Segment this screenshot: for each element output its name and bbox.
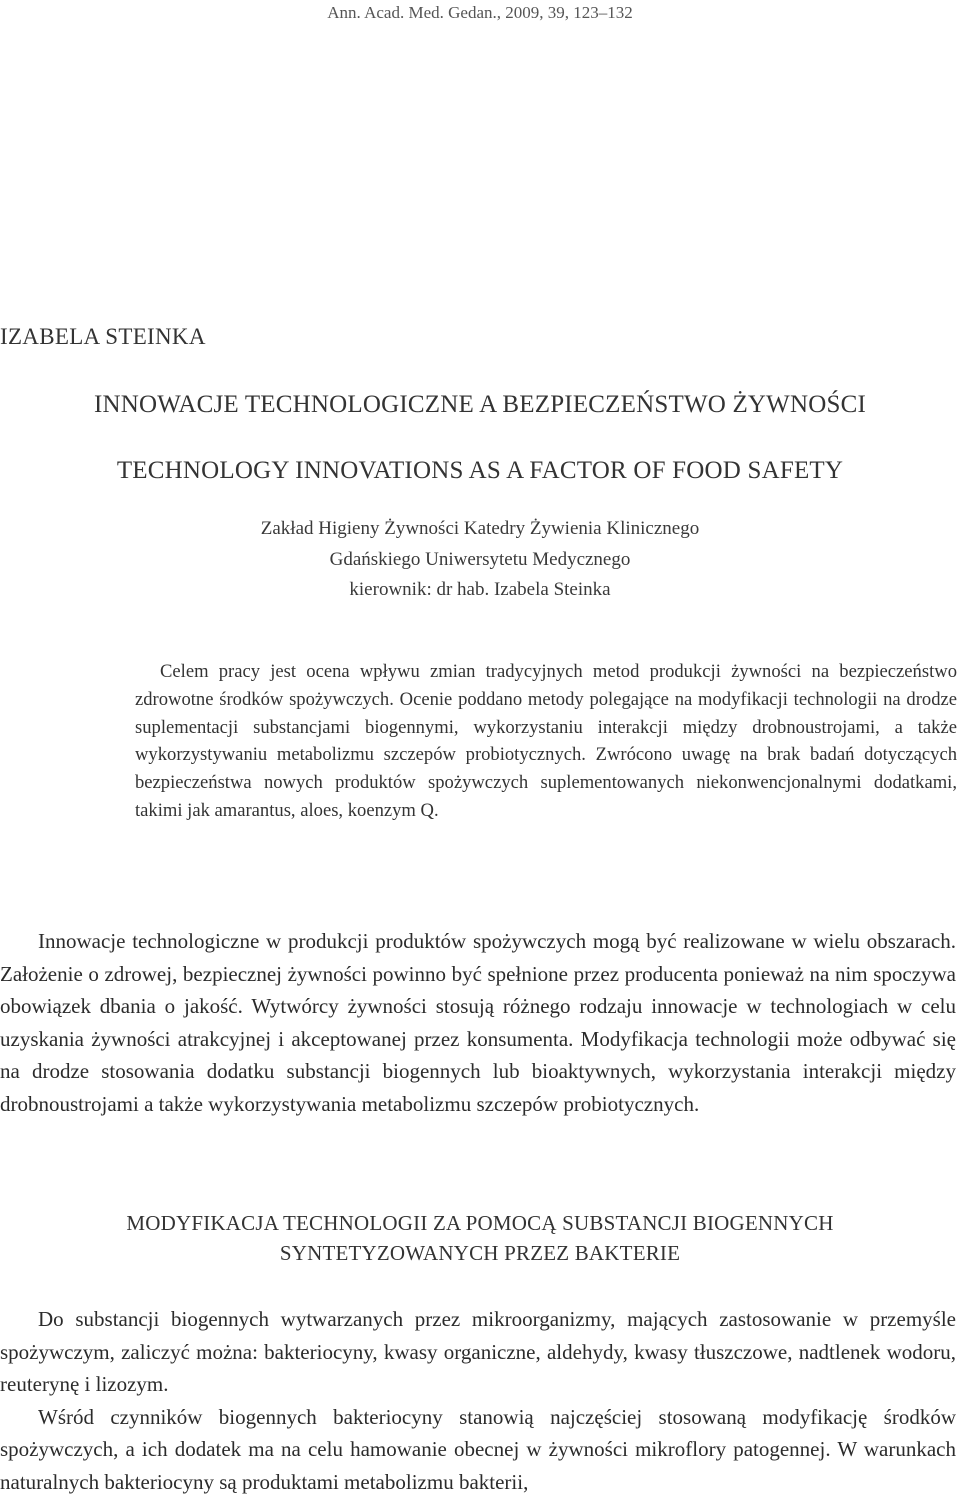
affiliation-head: kierownik: dr hab. Izabela Steinka bbox=[0, 578, 960, 602]
affiliation-university: Gdańskiego Uniwersytetu Medycznego bbox=[0, 548, 960, 572]
section-body bbox=[0, 1303, 956, 1498]
running-head: Ann. Acad. Med. Gedan., 2009, 39, 123–132 bbox=[0, 0, 960, 26]
section-heading-line-2: SYNTETYZOWANYCH PRZEZ BAKTERIE bbox=[0, 1238, 960, 1268]
author-name: IZABELA STEINKA bbox=[0, 322, 206, 352]
introduction bbox=[0, 925, 956, 1120]
abstract bbox=[135, 658, 957, 825]
section-heading-line-1: MODYFIKACJA TECHNOLOGII ZA POMOCĄ SUBSTANCJI BIOGENNYCH bbox=[0, 1208, 960, 1238]
affiliation-department: Zakład Higieny Żywności Katedry Żywienia Klinicznego bbox=[0, 517, 960, 541]
intro-paragraph: Innowacje technologiczne w produkcji produktów spożywczych mogą być realizowane w wielu obszarach. Założenie o zdrowej, bezpiecznej żywności powinno być spełnione przez producenta ponieważ na nim spoczywa obowiązek dbania o jakość. Wytwórcy żywności stosują różnego rodzaju innowacje w technologiach w celu uzyskania żywności atrakcyjnej i akceptowanej przez konsumenta. Modyfikacja technologii może odbywać się na drodze stosowania dodatku substancji biogennych lub bioaktywnych, wykorzystania interakcji między drobnoustrojami a także wykorzystywania metabolizmu szczepów probiotycznych. bbox=[0, 925, 956, 1120]
abstract-text: Celem pracy jest ocena wpływu zmian tradycyjnych metod produkcji żywności na bezpieczeństwo zdrowotne środków spożywczych. Ocenie poddano metody polegające na modyfikacji technologii na drodze suplementacji substancjami biogennymi, wykorzystaniu interakcji między drobnoustrojami, a także wykorzystywaniu metabolizmu szczepów probiotycznych. Zwrócono uwagę na brak badań dotyczących bezpieczeństwa nowych produktów spożywczych suplementowanych niekonwencjonalnymi dodatkami, takimi jak amarantus, aloes, koenzym Q. bbox=[135, 658, 957, 825]
title-english: TECHNOLOGY INNOVATIONS AS A FACTOR OF FOOD SAFETY bbox=[0, 454, 960, 488]
section-heading bbox=[0, 1208, 960, 1268]
section-paragraph-2: Wśród czynników biogennych bakteriocyny stanowią najczęściej stosowaną modyfikację środków spożywczych, a ich dodatek ma na celu hamowanie obecnej w żywności mikroflory patogennej. W warunkach naturalnych bakteriocyny są produktami metabolizmu bakterii, bbox=[0, 1401, 956, 1498]
title-polish: INNOWACJE TECHNOLOGICZNE A BEZPIECZEŃSTWO ŻYWNOŚCI bbox=[0, 388, 960, 422]
section-paragraph-1: Do substancji biogennych wytwarzanych przez mikroorganizmy, mających zastosowanie w przemyśle spożywczym, zaliczyć można: bakteriocyny, kwasy organiczne, aldehydy, kwasy tłuszczowe, nadtlenek wodoru, reuterynę i lizozym. bbox=[0, 1303, 956, 1401]
